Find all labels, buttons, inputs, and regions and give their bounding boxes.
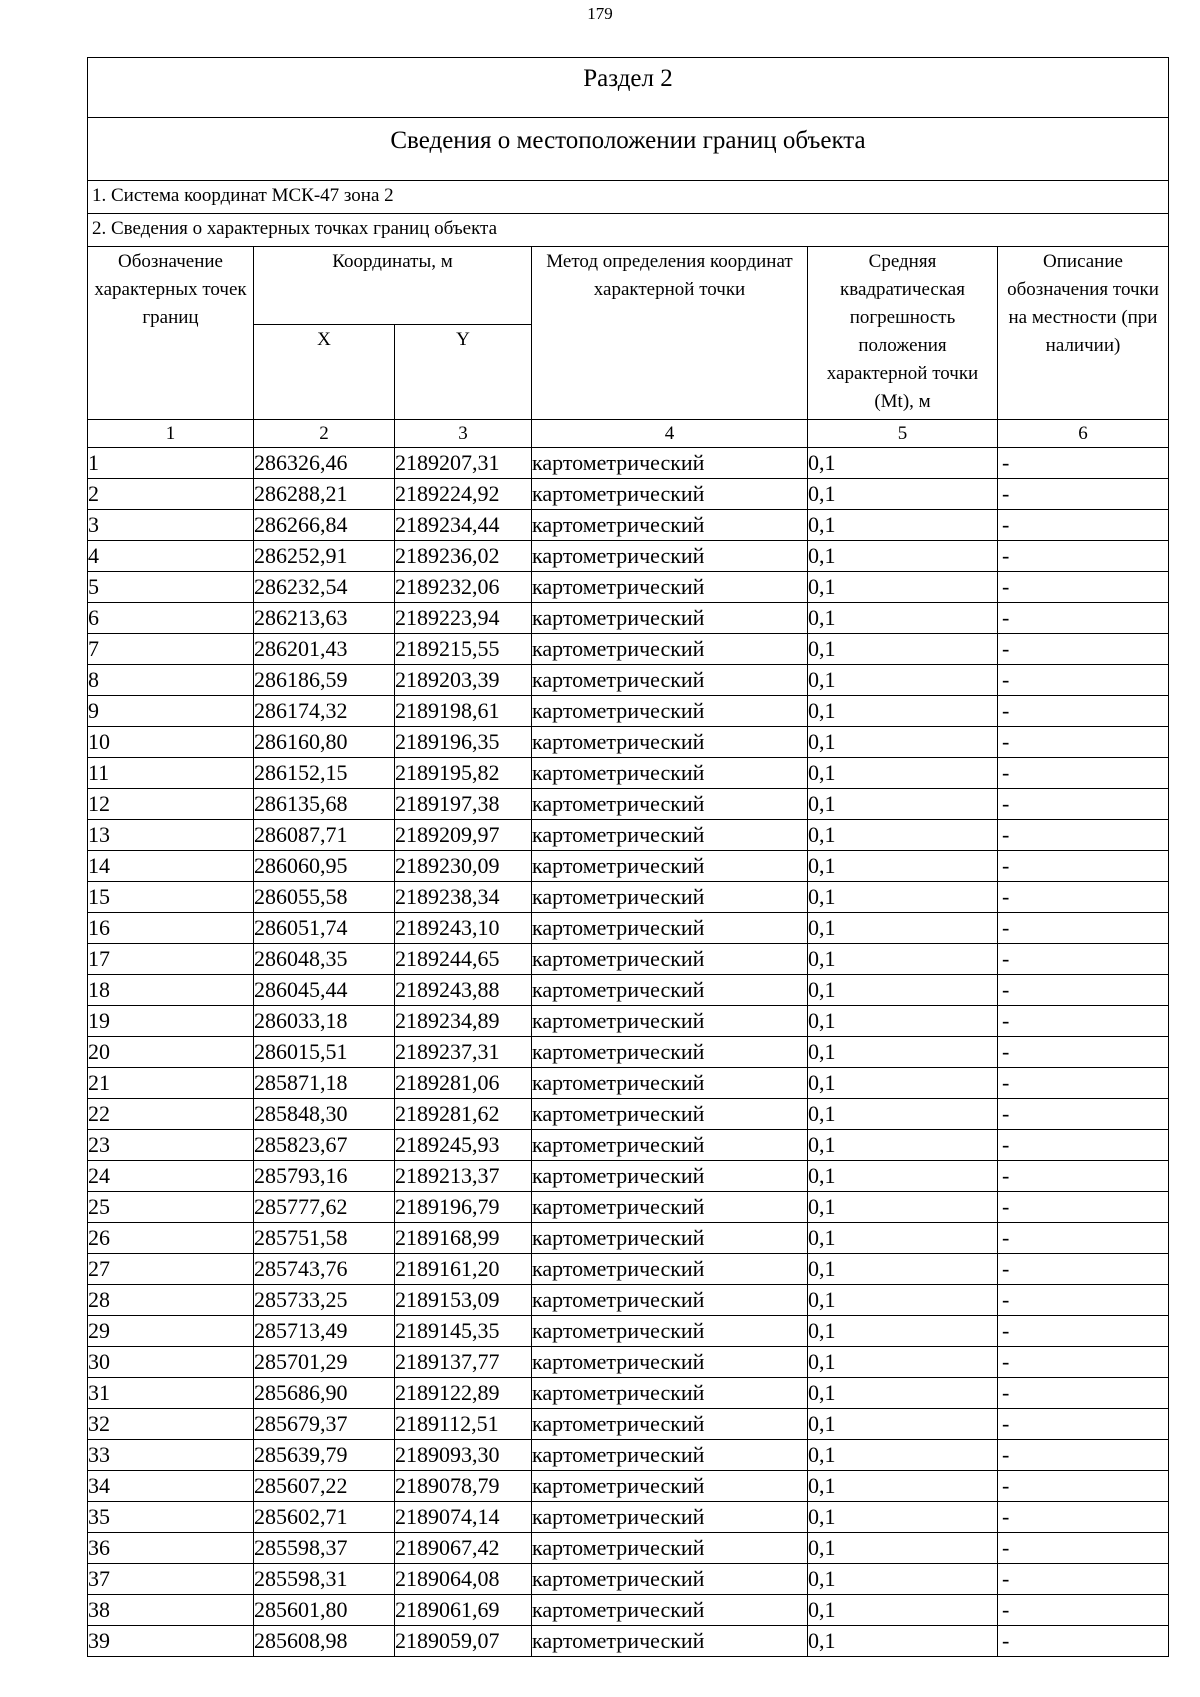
point-number-cell: 8	[88, 665, 254, 696]
column-number: 3	[395, 420, 532, 448]
y-coordinate-cell: 2189243,88	[395, 975, 532, 1006]
x-coordinate-cell: 286055,58	[254, 882, 395, 913]
section-label: Раздел 2	[88, 58, 1169, 118]
table-row	[88, 1223, 1169, 1254]
method-cell: картометрический	[532, 448, 808, 479]
page-number: 179	[587, 4, 613, 23]
table-row	[88, 1037, 1169, 1068]
description-cell: -	[998, 1099, 1169, 1130]
y-coordinate-cell: 2189195,82	[395, 758, 532, 789]
description-cell: -	[998, 820, 1169, 851]
column-number: 4	[532, 420, 808, 448]
x-coordinate-cell: 286288,21	[254, 479, 395, 510]
table-row	[88, 448, 1169, 479]
table-row	[88, 1440, 1169, 1471]
description-cell: -	[998, 1471, 1169, 1502]
x-coordinate-cell: 285601,80	[254, 1595, 395, 1626]
error-cell: 0,1	[808, 1099, 998, 1130]
method-cell: картометрический	[532, 603, 808, 634]
point-number-cell: 12	[88, 789, 254, 820]
error-cell: 0,1	[808, 975, 998, 1006]
point-number-cell: 13	[88, 820, 254, 851]
header-y: Y	[395, 325, 532, 420]
description-cell: -	[998, 1006, 1169, 1037]
method-cell: картометрический	[532, 1006, 808, 1037]
x-coordinate-cell: 285713,49	[254, 1316, 395, 1347]
point-number-cell: 10	[88, 727, 254, 758]
error-cell: 0,1	[808, 789, 998, 820]
section-title: Сведения о местоположении границ объекта	[88, 118, 1169, 181]
x-coordinate-cell: 285751,58	[254, 1223, 395, 1254]
description-cell: -	[998, 882, 1169, 913]
y-coordinate-cell: 2189061,69	[395, 1595, 532, 1626]
error-cell: 0,1	[808, 1006, 998, 1037]
point-number-cell: 38	[88, 1595, 254, 1626]
table-row	[88, 1502, 1169, 1533]
x-coordinate-cell: 286160,80	[254, 727, 395, 758]
point-number-cell: 33	[88, 1440, 254, 1471]
y-coordinate-cell: 2189078,79	[395, 1471, 532, 1502]
y-coordinate-cell: 2189234,89	[395, 1006, 532, 1037]
method-cell: картометрический	[532, 1347, 808, 1378]
error-cell: 0,1	[808, 448, 998, 479]
point-number-cell: 21	[88, 1068, 254, 1099]
table-row	[88, 1285, 1169, 1316]
table-row	[88, 1564, 1169, 1595]
method-cell: картометрический	[532, 1316, 808, 1347]
method-cell: картометрический	[532, 541, 808, 572]
error-cell: 0,1	[808, 1130, 998, 1161]
x-coordinate-cell: 286266,84	[254, 510, 395, 541]
error-cell: 0,1	[808, 944, 998, 975]
x-coordinate-cell: 286232,54	[254, 572, 395, 603]
method-cell: картометрический	[532, 572, 808, 603]
error-cell: 0,1	[808, 1068, 998, 1099]
x-coordinate-cell: 286201,43	[254, 634, 395, 665]
description-cell: -	[998, 1285, 1169, 1316]
y-coordinate-cell: 2189137,77	[395, 1347, 532, 1378]
error-cell: 0,1	[808, 510, 998, 541]
description-cell: -	[998, 448, 1169, 479]
y-coordinate-cell: 2189224,92	[395, 479, 532, 510]
x-coordinate-cell: 285777,62	[254, 1192, 395, 1223]
table-row	[88, 851, 1169, 882]
y-coordinate-cell: 2189153,09	[395, 1285, 532, 1316]
point-number-cell: 26	[88, 1223, 254, 1254]
method-cell: картометрический	[532, 1440, 808, 1471]
y-coordinate-cell: 2189281,06	[395, 1068, 532, 1099]
y-coordinate-cell: 2189213,37	[395, 1161, 532, 1192]
x-coordinate-cell: 285701,29	[254, 1347, 395, 1378]
table-row	[88, 944, 1169, 975]
point-number-cell: 30	[88, 1347, 254, 1378]
y-coordinate-cell: 2189245,93	[395, 1130, 532, 1161]
description-cell: -	[998, 541, 1169, 572]
y-coordinate-cell: 2189196,79	[395, 1192, 532, 1223]
y-coordinate-cell: 2189236,02	[395, 541, 532, 572]
table-row	[88, 510, 1169, 541]
table-row	[88, 1595, 1169, 1626]
description-cell: -	[998, 944, 1169, 975]
description-cell: -	[998, 851, 1169, 882]
table-row	[88, 1316, 1169, 1347]
y-coordinate-cell: 2189122,89	[395, 1378, 532, 1409]
error-cell: 0,1	[808, 1254, 998, 1285]
table-row	[88, 882, 1169, 913]
y-coordinate-cell: 2189168,99	[395, 1223, 532, 1254]
y-coordinate-cell: 2189197,38	[395, 789, 532, 820]
x-coordinate-cell: 286045,44	[254, 975, 395, 1006]
table-row	[88, 820, 1169, 851]
column-numbers-row	[88, 420, 1169, 448]
method-cell: картометрический	[532, 1130, 808, 1161]
table-row	[88, 1626, 1169, 1657]
x-coordinate-cell: 286087,71	[254, 820, 395, 851]
y-coordinate-cell: 2189059,07	[395, 1626, 532, 1657]
table-row	[88, 1471, 1169, 1502]
point-number-cell: 39	[88, 1626, 254, 1657]
error-cell: 0,1	[808, 1595, 998, 1626]
point-number-cell: 27	[88, 1254, 254, 1285]
point-number-cell: 24	[88, 1161, 254, 1192]
method-cell: картометрический	[532, 665, 808, 696]
method-cell: картометрический	[532, 882, 808, 913]
y-coordinate-cell: 2189064,08	[395, 1564, 532, 1595]
error-cell: 0,1	[808, 572, 998, 603]
table-row	[88, 634, 1169, 665]
method-cell: картометрический	[532, 1223, 808, 1254]
method-cell: картометрический	[532, 1037, 808, 1068]
error-cell: 0,1	[808, 1471, 998, 1502]
y-coordinate-cell: 2189237,31	[395, 1037, 532, 1068]
method-cell: картометрический	[532, 1378, 808, 1409]
method-cell: картометрический	[532, 1099, 808, 1130]
x-coordinate-cell: 286033,18	[254, 1006, 395, 1037]
x-coordinate-cell: 285848,30	[254, 1099, 395, 1130]
description-cell: -	[998, 1533, 1169, 1564]
point-number-cell: 9	[88, 696, 254, 727]
method-cell: картометрический	[532, 944, 808, 975]
x-coordinate-cell: 286213,63	[254, 603, 395, 634]
y-coordinate-cell: 2189223,94	[395, 603, 532, 634]
y-coordinate-cell: 2189238,34	[395, 882, 532, 913]
point-number-cell: 19	[88, 1006, 254, 1037]
x-coordinate-cell: 285733,25	[254, 1285, 395, 1316]
error-cell: 0,1	[808, 1192, 998, 1223]
method-cell: картометрический	[532, 727, 808, 758]
error-cell: 0,1	[808, 1347, 998, 1378]
x-coordinate-cell: 285639,79	[254, 1440, 395, 1471]
y-coordinate-cell: 2189145,35	[395, 1316, 532, 1347]
method-cell: картометрический	[532, 1626, 808, 1657]
x-coordinate-cell: 285602,71	[254, 1502, 395, 1533]
description-cell: -	[998, 1130, 1169, 1161]
error-cell: 0,1	[808, 1626, 998, 1657]
error-cell: 0,1	[808, 851, 998, 882]
error-cell: 0,1	[808, 479, 998, 510]
point-number-cell: 28	[88, 1285, 254, 1316]
description-cell: -	[998, 510, 1169, 541]
point-number-cell: 31	[88, 1378, 254, 1409]
method-cell: картометрический	[532, 1409, 808, 1440]
point-number-cell: 7	[88, 634, 254, 665]
y-coordinate-cell: 2189207,31	[395, 448, 532, 479]
method-cell: картометрический	[532, 1595, 808, 1626]
error-cell: 0,1	[808, 1564, 998, 1595]
method-cell: картометрический	[532, 1471, 808, 1502]
header-description: Описание обозначения точки на местности (при наличии)	[998, 247, 1169, 420]
method-cell: картометрический	[532, 1564, 808, 1595]
x-coordinate-cell: 286015,51	[254, 1037, 395, 1068]
description-cell: -	[998, 634, 1169, 665]
method-cell: картометрический	[532, 851, 808, 882]
point-number-cell: 36	[88, 1533, 254, 1564]
x-coordinate-cell: 285871,18	[254, 1068, 395, 1099]
x-coordinate-cell: 285743,76	[254, 1254, 395, 1285]
point-number-cell: 16	[88, 913, 254, 944]
y-coordinate-cell: 2189244,65	[395, 944, 532, 975]
point-number-cell: 15	[88, 882, 254, 913]
description-cell: -	[998, 603, 1169, 634]
method-cell: картометрический	[532, 1502, 808, 1533]
error-cell: 0,1	[808, 603, 998, 634]
table-row	[88, 758, 1169, 789]
method-cell: картометрический	[532, 1533, 808, 1564]
header-x: X	[254, 325, 395, 420]
error-cell: 0,1	[808, 727, 998, 758]
point-number-cell: 20	[88, 1037, 254, 1068]
description-cell: -	[998, 696, 1169, 727]
table-row	[88, 479, 1169, 510]
point-number-cell: 11	[88, 758, 254, 789]
method-cell: картометрический	[532, 510, 808, 541]
method-cell: картометрический	[532, 479, 808, 510]
point-number-cell: 37	[88, 1564, 254, 1595]
method-cell: картометрический	[532, 758, 808, 789]
table-row	[88, 572, 1169, 603]
points-heading: 2. Сведения о характерных точках границ объекта	[88, 214, 1169, 247]
error-cell: 0,1	[808, 882, 998, 913]
error-cell: 0,1	[808, 665, 998, 696]
x-coordinate-cell: 285598,37	[254, 1533, 395, 1564]
point-number-cell: 4	[88, 541, 254, 572]
description-cell: -	[998, 758, 1169, 789]
point-number-cell: 18	[88, 975, 254, 1006]
x-coordinate-cell: 285793,16	[254, 1161, 395, 1192]
error-cell: 0,1	[808, 758, 998, 789]
table-row	[88, 541, 1169, 572]
method-cell: картометрический	[532, 1161, 808, 1192]
column-number: 2	[254, 420, 395, 448]
x-coordinate-cell: 286174,32	[254, 696, 395, 727]
description-cell: -	[998, 975, 1169, 1006]
y-coordinate-cell: 2189093,30	[395, 1440, 532, 1471]
column-number: 5	[808, 420, 998, 448]
table-row	[88, 1378, 1169, 1409]
y-coordinate-cell: 2189196,35	[395, 727, 532, 758]
y-coordinate-cell: 2189112,51	[395, 1409, 532, 1440]
x-coordinate-cell: 285686,90	[254, 1378, 395, 1409]
header-method: Метод определения координат характерной точки	[532, 247, 808, 420]
error-cell: 0,1	[808, 1316, 998, 1347]
point-number-cell: 14	[88, 851, 254, 882]
method-cell: картометрический	[532, 1254, 808, 1285]
error-cell: 0,1	[808, 1409, 998, 1440]
table-row	[88, 1409, 1169, 1440]
header-point-designation: Обозначение характерных точек границ	[88, 247, 254, 420]
description-cell: -	[998, 789, 1169, 820]
x-coordinate-cell: 286048,35	[254, 944, 395, 975]
description-cell: -	[998, 1254, 1169, 1285]
point-number-cell: 5	[88, 572, 254, 603]
point-number-cell: 3	[88, 510, 254, 541]
description-cell: -	[998, 1161, 1169, 1192]
y-coordinate-cell: 2189230,09	[395, 851, 532, 882]
table-row	[88, 727, 1169, 758]
description-cell: -	[998, 1316, 1169, 1347]
error-cell: 0,1	[808, 1037, 998, 1068]
error-cell: 0,1	[808, 696, 998, 727]
error-cell: 0,1	[808, 541, 998, 572]
point-number-cell: 6	[88, 603, 254, 634]
error-cell: 0,1	[808, 1223, 998, 1254]
header-error: Средняя квадратическая погрешность положения характерной точки (Mt), м	[808, 247, 998, 420]
description-cell: -	[998, 1378, 1169, 1409]
method-cell: картометрический	[532, 820, 808, 851]
table-row	[88, 1099, 1169, 1130]
table-row	[88, 696, 1169, 727]
table-row	[88, 1254, 1169, 1285]
y-coordinate-cell: 2189074,14	[395, 1502, 532, 1533]
point-number-cell: 2	[88, 479, 254, 510]
column-number: 1	[88, 420, 254, 448]
description-cell: -	[998, 1068, 1169, 1099]
description-cell: -	[998, 1192, 1169, 1223]
x-coordinate-cell: 285598,31	[254, 1564, 395, 1595]
description-cell: -	[998, 1409, 1169, 1440]
description-cell: -	[998, 1595, 1169, 1626]
header-coordinates: Координаты, м	[254, 247, 532, 325]
table-row	[88, 789, 1169, 820]
boundary-points-table	[87, 57, 1169, 1657]
y-coordinate-cell: 2189232,06	[395, 572, 532, 603]
description-cell: -	[998, 1223, 1169, 1254]
coordinate-system-line: 1. Система координат МСК-47 зона 2	[88, 181, 1169, 214]
y-coordinate-cell: 2189198,61	[395, 696, 532, 727]
table-row	[88, 975, 1169, 1006]
y-coordinate-cell: 2189203,39	[395, 665, 532, 696]
point-number-cell: 1	[88, 448, 254, 479]
method-cell: картометрический	[532, 634, 808, 665]
description-cell: -	[998, 1626, 1169, 1657]
description-cell: -	[998, 1347, 1169, 1378]
x-coordinate-cell: 286152,15	[254, 758, 395, 789]
x-coordinate-cell: 286326,46	[254, 448, 395, 479]
y-coordinate-cell: 2189215,55	[395, 634, 532, 665]
table-row	[88, 665, 1169, 696]
x-coordinate-cell: 286051,74	[254, 913, 395, 944]
table-row	[88, 1192, 1169, 1223]
x-coordinate-cell: 286186,59	[254, 665, 395, 696]
y-coordinate-cell: 2189161,20	[395, 1254, 532, 1285]
description-cell: -	[998, 1564, 1169, 1595]
table-row	[88, 1161, 1169, 1192]
point-number-cell: 35	[88, 1502, 254, 1533]
table-row	[88, 1533, 1169, 1564]
x-coordinate-cell: 286135,68	[254, 789, 395, 820]
table-row	[88, 1068, 1169, 1099]
y-coordinate-cell: 2189234,44	[395, 510, 532, 541]
point-number-cell: 22	[88, 1099, 254, 1130]
error-cell: 0,1	[808, 634, 998, 665]
method-cell: картометрический	[532, 696, 808, 727]
error-cell: 0,1	[808, 820, 998, 851]
error-cell: 0,1	[808, 1502, 998, 1533]
table-row	[88, 603, 1169, 634]
method-cell: картометрический	[532, 1068, 808, 1099]
error-cell: 0,1	[808, 1285, 998, 1316]
point-number-cell: 17	[88, 944, 254, 975]
description-cell: -	[998, 727, 1169, 758]
method-cell: картометрический	[532, 789, 808, 820]
y-coordinate-cell: 2189281,62	[395, 1099, 532, 1130]
error-cell: 0,1	[808, 913, 998, 944]
description-cell: -	[998, 913, 1169, 944]
table-row	[88, 1006, 1169, 1037]
y-coordinate-cell: 2189243,10	[395, 913, 532, 944]
description-cell: -	[998, 1440, 1169, 1471]
x-coordinate-cell: 286060,95	[254, 851, 395, 882]
method-cell: картометрический	[532, 975, 808, 1006]
y-coordinate-cell: 2189067,42	[395, 1533, 532, 1564]
point-number-cell: 34	[88, 1471, 254, 1502]
point-number-cell: 32	[88, 1409, 254, 1440]
x-coordinate-cell: 285608,98	[254, 1626, 395, 1657]
x-coordinate-cell: 286252,91	[254, 541, 395, 572]
description-cell: -	[998, 479, 1169, 510]
method-cell: картометрический	[532, 1285, 808, 1316]
point-number-cell: 23	[88, 1130, 254, 1161]
error-cell: 0,1	[808, 1378, 998, 1409]
x-coordinate-cell: 285823,67	[254, 1130, 395, 1161]
description-cell: -	[998, 1037, 1169, 1068]
table-row	[88, 1130, 1169, 1161]
table-row	[88, 913, 1169, 944]
method-cell: картометрический	[532, 913, 808, 944]
error-cell: 0,1	[808, 1533, 998, 1564]
method-cell: картометрический	[532, 1192, 808, 1223]
error-cell: 0,1	[808, 1161, 998, 1192]
description-cell: -	[998, 665, 1169, 696]
column-number: 6	[998, 420, 1169, 448]
point-number-cell: 29	[88, 1316, 254, 1347]
table-row	[88, 1347, 1169, 1378]
x-coordinate-cell: 285607,22	[254, 1471, 395, 1502]
description-cell: -	[998, 1502, 1169, 1533]
y-coordinate-cell: 2189209,97	[395, 820, 532, 851]
error-cell: 0,1	[808, 1440, 998, 1471]
description-cell: -	[998, 572, 1169, 603]
point-number-cell: 25	[88, 1192, 254, 1223]
x-coordinate-cell: 285679,37	[254, 1409, 395, 1440]
